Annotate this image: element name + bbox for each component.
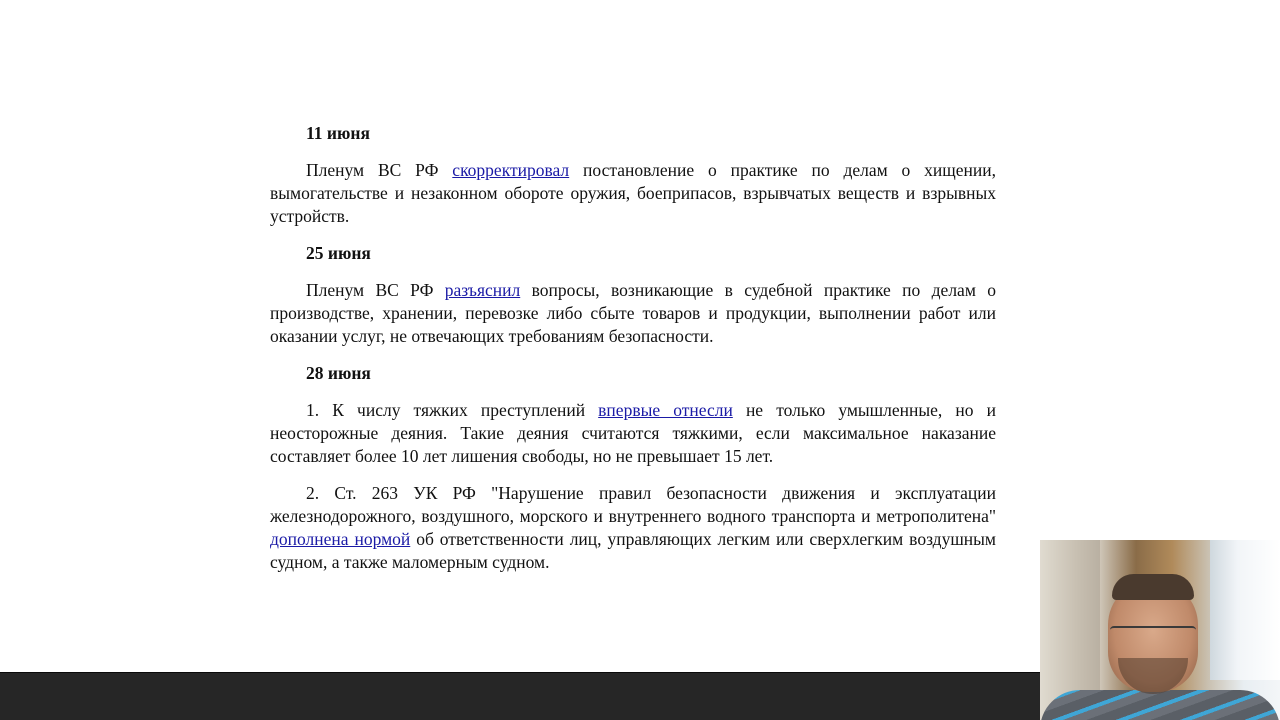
webcam-beard	[1118, 658, 1188, 694]
paragraph-text: вопросы, возникающие в судебной практике по делам о производстве, хранении, перевозке либо сбыте товаров и продукции, выполнении работ или оказании услуг, не отвечающих требованиям безопасности.	[270, 280, 996, 346]
paragraph-text: 1. К числу тяжких преступлений	[306, 400, 599, 420]
paragraph-text: об ответственности лиц, управляющих легким или сверхлегким воздушным судном, а также маломерным судном.	[270, 529, 996, 572]
paragraph	[270, 399, 996, 468]
link-supplemented-norm[interactable]: дополнена нормой	[270, 529, 411, 549]
link-first-classified[interactable]: впервые отнесли	[598, 400, 733, 420]
paragraph-text: Пленум ВС РФ	[306, 160, 453, 180]
webcam-shirt	[1040, 690, 1280, 720]
paragraph-text: не только умышленные, но и неосторожные деяния. Такие деяния считаются тяжкими, если максимальное наказание составляет более 10 лет лишения свободы, но не превышает 15 лет.	[270, 400, 996, 466]
webcam-hair	[1112, 574, 1194, 600]
presenter-webcam	[1040, 540, 1280, 720]
section-june-25	[270, 242, 996, 348]
webcam-window	[1210, 540, 1280, 680]
section-date: 11 июня	[306, 123, 370, 143]
paragraph	[270, 279, 996, 348]
document-content	[270, 122, 996, 588]
paragraph	[270, 159, 996, 228]
paragraph-text: постановление о практике по делам о хищении, вымогательстве и незаконном обороте оружия, боеприпасов, взрывчатых веществ и взрывных устройств.	[270, 160, 996, 226]
webcam-glasses	[1110, 626, 1196, 644]
section-date: 25 июня	[306, 243, 371, 263]
link-explained[interactable]: разъяснил	[444, 280, 521, 300]
player-bottom-bar	[0, 672, 1040, 720]
section-date: 28 июня	[306, 363, 371, 383]
paragraph-text: Пленум ВС РФ	[306, 280, 445, 300]
link-corrected[interactable]: скорректировал	[452, 160, 570, 180]
paragraph-text: 2. Ст. 263 УК РФ "Нарушение правил безопасности движения и эксплуатации железнодорожного, воздушного, морского и внутреннего водного транспорта и метрополитена"	[270, 483, 996, 526]
section-june-28	[270, 362, 996, 574]
section-june-11	[270, 122, 996, 228]
paragraph	[270, 482, 996, 574]
